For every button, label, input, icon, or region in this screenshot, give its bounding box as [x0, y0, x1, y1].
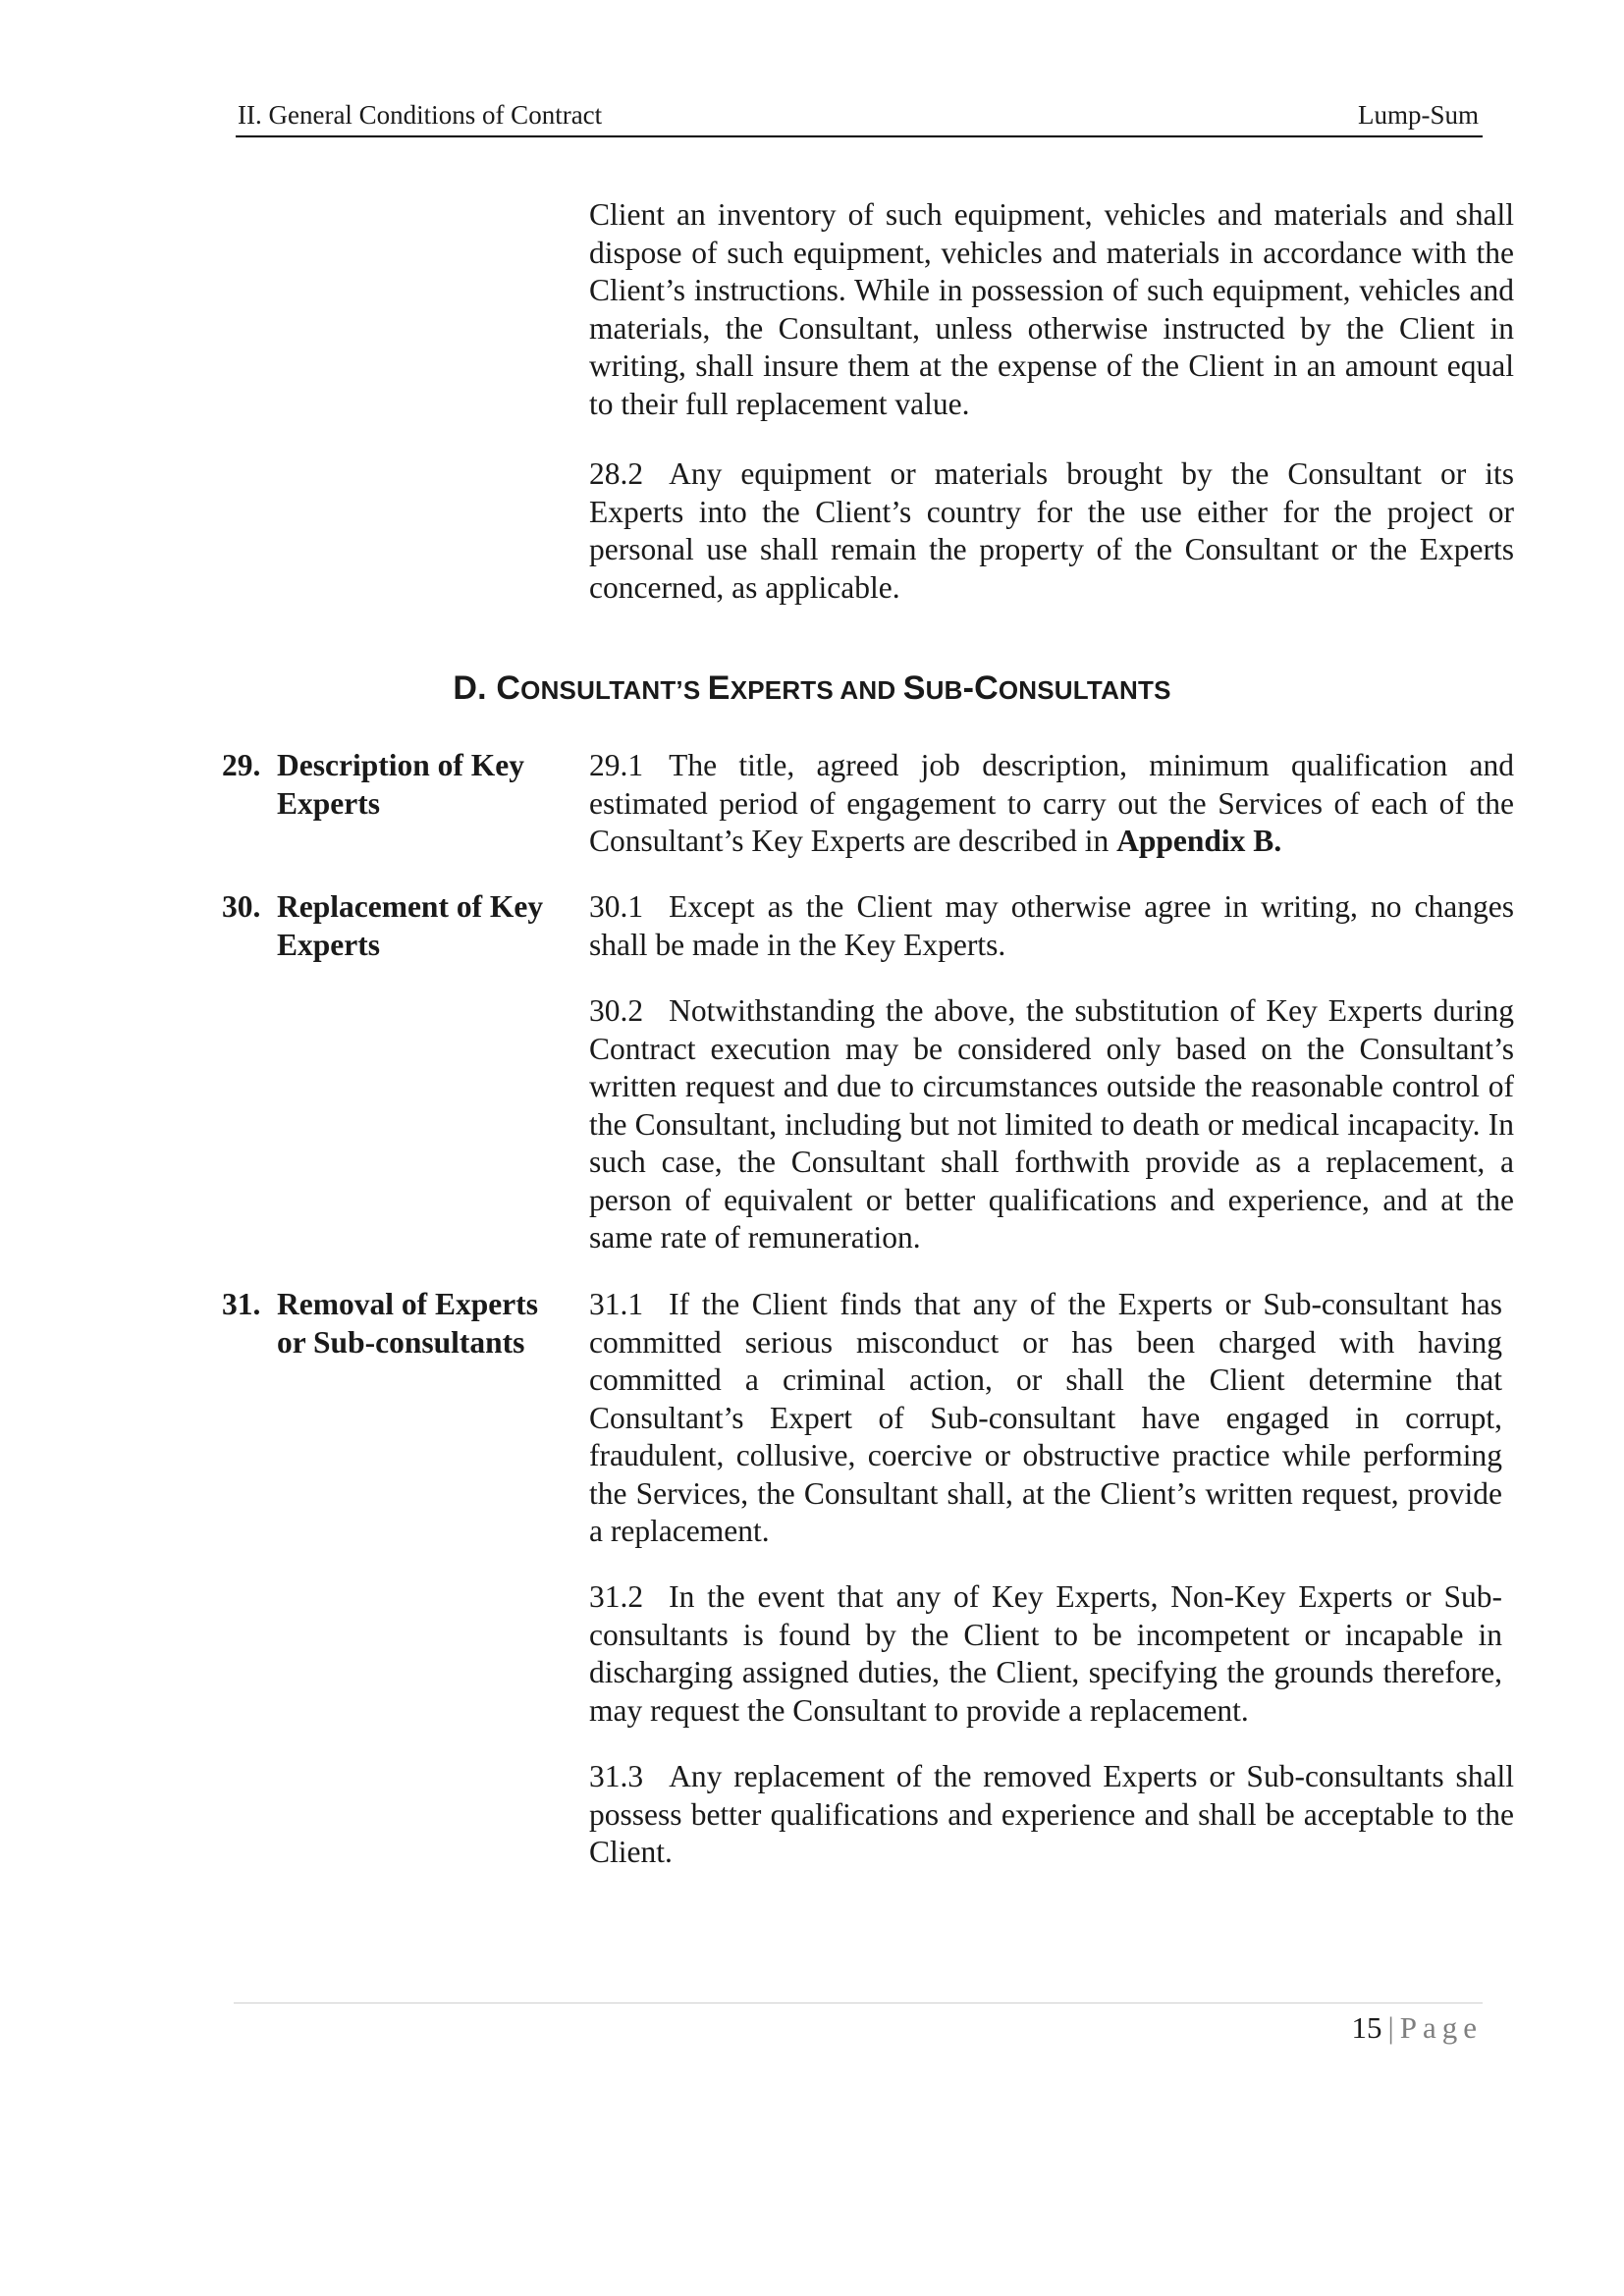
heading-part: ’S [676, 675, 708, 705]
clause-30-1 [589, 888, 1514, 964]
clause-text: Except as the Client may otherwise agree in writing, no changes shall be made in the Key Experts. [589, 889, 1514, 962]
clause-text: Any equipment or materials brought by the Consultant or its Experts into the Client’s country for the use either for the project or personal use shall remain the property of the Consultant or the Experts concerned, as applicable. [589, 456, 1514, 605]
clause-31-2 [589, 1578, 1502, 1730]
header-section-title: II. General Conditions of Contract [238, 100, 603, 130]
clause-text: Any replacement of the removed Experts or Sub-consultants shall possess better qualifications and experience and shall be acceptable to the Client. [589, 1759, 1514, 1869]
paragraph-28-1-continued: Client an inventory of such equipment, vehicles and materials and shall dispose of such equipment, vehicles and materials in accordance with the Client’s instructions. While in possession of such equipment, vehicles and materials, the Consultant, unless otherwise instructed by the Client in writing, shall insure them at the expense of the Client in an amount equal to their full replacement value. [589, 197, 1514, 421]
page-footer [1352, 2010, 1483, 2046]
section-letter: D. [453, 669, 487, 707]
page-number: 15 [1351, 2010, 1382, 2045]
article-number: 30. [222, 889, 261, 924]
header-contract-type: Lump-Sum [1357, 100, 1479, 130]
heading-part: E [707, 669, 731, 707]
clause-31-3 [589, 1758, 1514, 1872]
heading-part: S [902, 669, 926, 707]
heading-part: UB [925, 675, 963, 705]
heading-part: XPERTS AND [730, 675, 903, 705]
clause-text: If the Client finds that any of the Experts or Sub-consultant has committed serious misconduct or has been charged with having committed a criminal action, or shall the Client determine that Consultant’s Expert of Sub-consultant have engaged in corrupt, fraudulent, collusive, coercive or obstructive practice while performing the Services, the Consultant shall, at the Client’s written request, provide a replacement. [589, 1287, 1502, 1548]
clause-number: 31.3 [589, 1759, 644, 1793]
clause-number: 31.2 [589, 1579, 644, 1614]
clause-31-1 [589, 1286, 1502, 1551]
heading-part: ONSULTANT [520, 675, 677, 705]
clause-text: In the event that any of Key Experts, Non-Key Experts or Sub-consultants is found by the Client to be incompetent or incapable in discharging assigned duties, the Client, specifying the grounds therefore, may request the Consultant to provide a replacement. [589, 1579, 1502, 1728]
clause-number: 30.2 [589, 993, 644, 1028]
article-title-line1: Replacement of Key [277, 889, 544, 924]
article-title-line1: Description of Key [277, 748, 524, 782]
article-number: 31. [222, 1287, 261, 1321]
page-header [236, 96, 1483, 137]
clause-text: The title, agreed job description, minimum qualification and estimated period of engagement to carry out the Services of each of the Consultant’s Key Experts are described in [589, 748, 1514, 858]
article-number: 29. [222, 748, 261, 782]
appendix-reference: Appendix B. [1116, 824, 1282, 858]
clause-30-2 [589, 992, 1514, 1257]
article-title-line2: Experts [277, 785, 380, 821]
clause-number: 28.2 [589, 456, 644, 491]
heading-part: -C [962, 669, 999, 707]
article-title-line1: Removal of Experts [277, 1287, 538, 1321]
clause-text: Notwithstanding the above, the substitution of Key Experts during Contract execution may be considered only based on the Consultant’s written request and due to circumstances outside the reasonable control of the Consultant, including but not limited to death or medical incapacity. In such case, the Consultant shall forthwith provide as a replacement, a person of equivalent or better qualifications and experience, and at the same rate of remuneration. [589, 993, 1514, 1255]
clause-number: 30.1 [589, 889, 644, 924]
section-heading [0, 669, 1624, 708]
page-label: Page [1399, 2010, 1483, 2045]
footer-divider [234, 2002, 1483, 2003]
heading-part: C [496, 669, 521, 707]
clause-number: 31.1 [589, 1287, 644, 1321]
footer-separator: | [1387, 2010, 1394, 2045]
article-title-line2: Experts [277, 927, 380, 962]
heading-part: ONSULTANTS [998, 675, 1171, 705]
clause-28-2 [589, 455, 1514, 607]
clause-29-1 [589, 747, 1514, 861]
article-title-line2: or Sub-consultants [277, 1324, 525, 1360]
clause-number: 29.1 [589, 748, 644, 782]
